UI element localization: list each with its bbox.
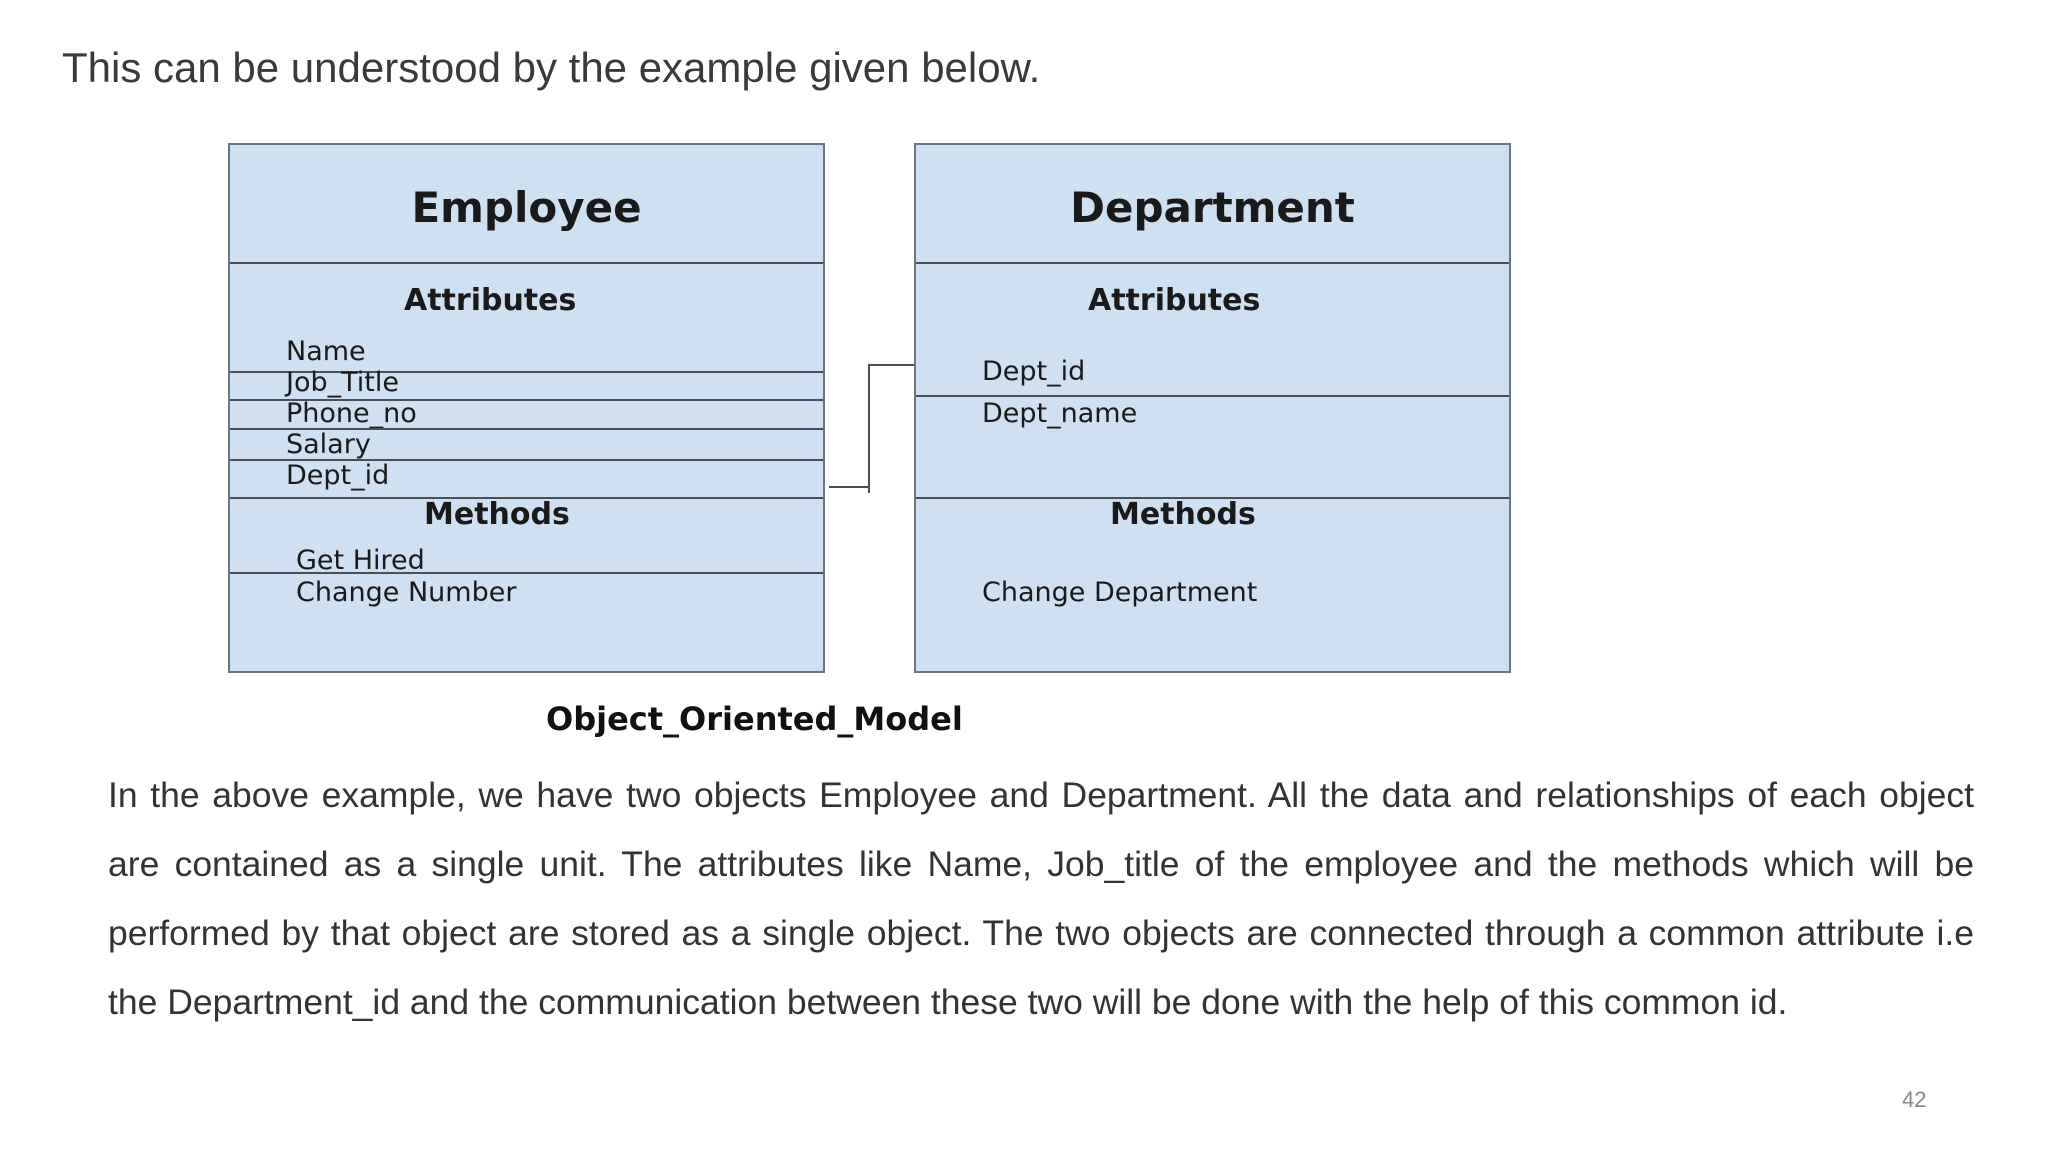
department-title: Department bbox=[1070, 183, 1355, 232]
divider bbox=[916, 262, 1509, 264]
employee-attribute-dept-id: Dept_id bbox=[286, 460, 390, 491]
employee-attribute-name: Name bbox=[286, 336, 366, 367]
employee-method-change-number: Change Number bbox=[296, 577, 517, 608]
department-class-box bbox=[914, 143, 1511, 673]
divider bbox=[916, 395, 1509, 397]
employee-method-get-hired: Get Hired bbox=[296, 545, 425, 576]
employee-attribute-salary: Salary bbox=[286, 429, 371, 460]
department-attribute-dept-id: Dept_id bbox=[982, 356, 1086, 387]
employee-attribute-job-title: Job_Title bbox=[286, 367, 399, 398]
department-methods-heading: Methods bbox=[1110, 497, 1256, 532]
intro-text: This can be understood by the example given below. bbox=[62, 44, 1041, 91]
diagram-caption: Object_Oriented_Model bbox=[546, 700, 963, 738]
employee-attribute-phone-no: Phone_no bbox=[286, 398, 417, 429]
page-number: 42 bbox=[1902, 1087, 1927, 1112]
department-attribute-dept-name: Dept_name bbox=[982, 398, 1138, 429]
department-method-change-department: Change Department bbox=[982, 577, 1258, 608]
employee-methods-heading: Methods bbox=[424, 497, 570, 532]
employee-title: Employee bbox=[411, 183, 642, 232]
department-attributes-heading: Attributes bbox=[1088, 283, 1261, 318]
employee-attributes-heading: Attributes bbox=[404, 283, 577, 318]
body-paragraph: In the above example, we have two objects Employee and Department. All the data and relationships of each object are contained as a single unit. The attributes like Name, Job_title of the employee and the methods which will be performed by that object are stored as a single object. The two objects are connected through a common attribute i.e the Department_id and the communication between these two will be done with the help of this common id. bbox=[108, 775, 1974, 1022]
